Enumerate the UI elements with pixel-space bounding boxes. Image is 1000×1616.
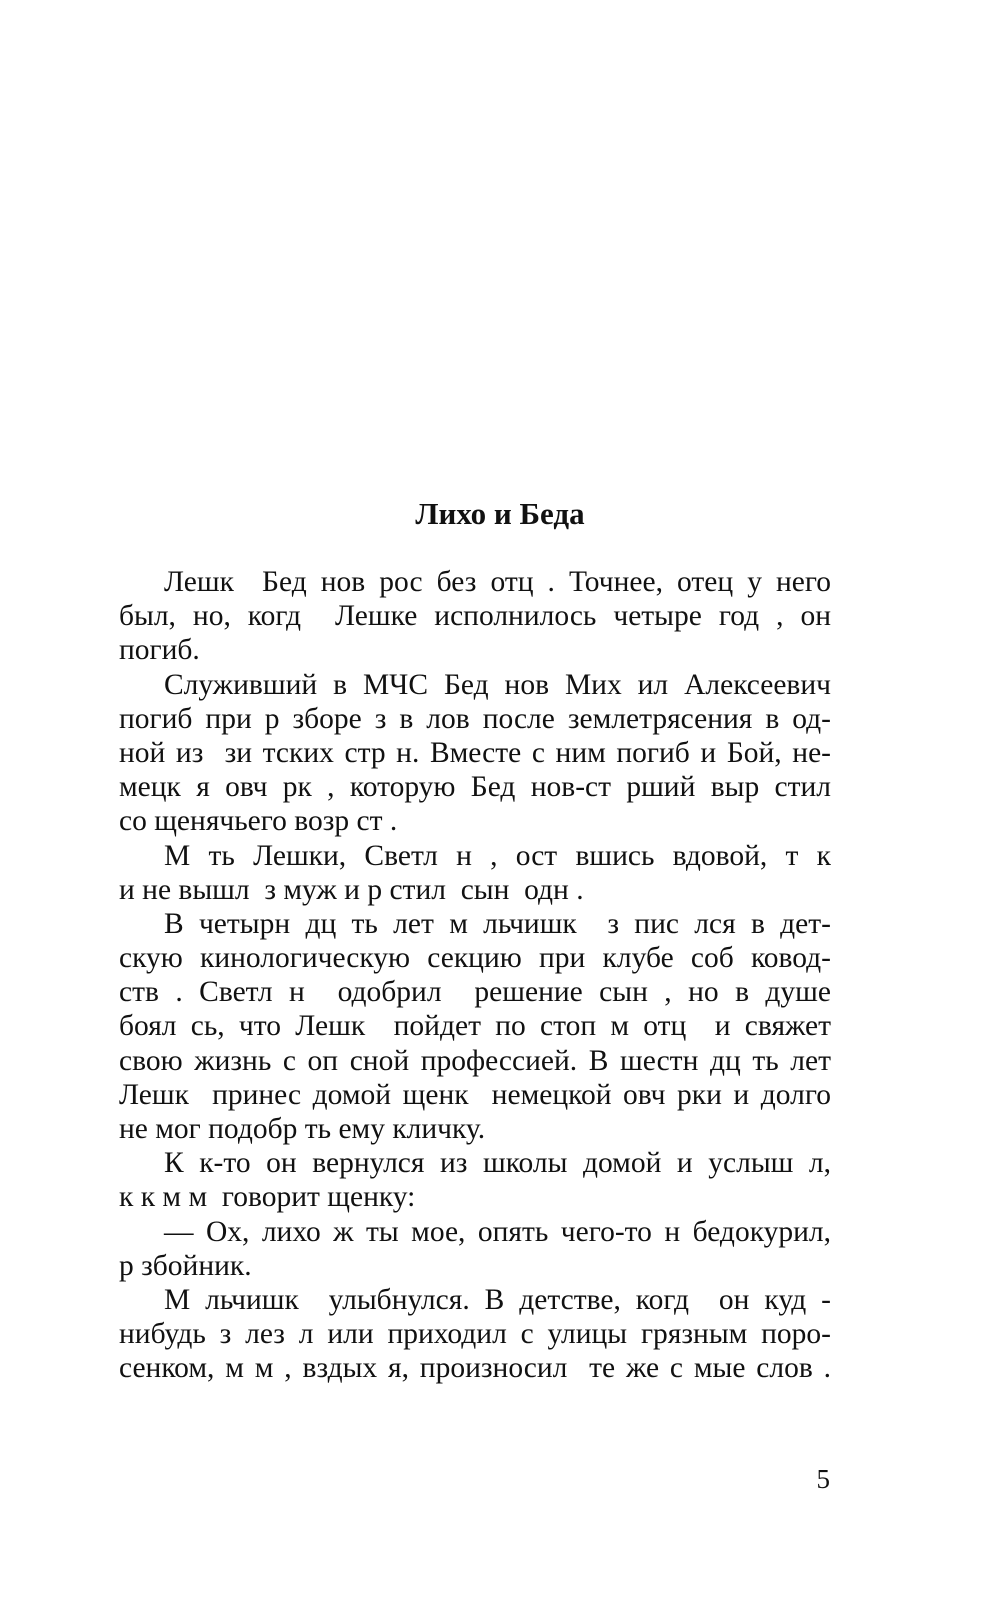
text-line: сенком, м м , вздых я, произносил те же с мые слов . (119, 1352, 831, 1385)
text-line: Лешк Бед нов рос без отц . Точнее, отец у него (164, 566, 831, 598)
text-line: скую кинологическую секцию при клубе соб ковод- (119, 942, 831, 975)
text-line: ств . Светл н одобрил решение сын , но в душе (119, 976, 831, 1009)
text-line: М льчишк улыбнулся. В детстве, когд он куд - (164, 1283, 831, 1316)
chapter-title: Лихо и Беда (415, 496, 585, 531)
text-line: М ть Лешки, Светл н , ост вшись вдовой, т к (164, 839, 831, 872)
text-line: не мог подобр ть ему кличку. (119, 1113, 486, 1145)
text-line: нибудь з лез л или приходил с улицы грязным поро- (119, 1318, 831, 1351)
text-line: и не вышл з муж и р стил сын одн . (119, 873, 584, 906)
chapter-body (119, 565, 831, 1386)
text-line: Служивший в МЧС Бед нов Мих ил Алексеевич (164, 668, 831, 701)
text-line: к к м м говорит щенку: (119, 1181, 416, 1214)
text-line: Лешк принес домой щенк немецкой овч рки и долго (119, 1078, 831, 1111)
text-line: р збойник. (119, 1249, 252, 1282)
text-line: мецк я овч рк , которую Бед нов-ст рший выр стил (119, 771, 831, 804)
text-line: со щенячьего возр ст . (119, 805, 398, 838)
text-line: свою жизнь с оп сной профессией. В шестн дц ть лет (119, 1044, 831, 1077)
text-line: В четырн дц ть лет м льчишк з пис лся в дет- (164, 907, 831, 940)
text-line: был, но, когд Лешке исполнилось четыре год , он (119, 600, 831, 633)
text-line: погиб при р зборе з в лов после землетрясения в од- (119, 702, 831, 735)
page-number: 5 (816, 1464, 830, 1494)
text-line: ной из зи тских стр н. Вместе с ним погиб и Бой, не- (119, 736, 831, 769)
text-line: боял сь, что Лешк пойдет по стоп м отц и свяжет (119, 1010, 831, 1043)
text-line: К к-то он вернулся из школы домой и услыш л, (164, 1147, 831, 1180)
text-line: — Ох, лихо ж ты мое, опять чего-то н бедокурил, (164, 1215, 831, 1248)
text-line: погиб. (119, 634, 200, 667)
